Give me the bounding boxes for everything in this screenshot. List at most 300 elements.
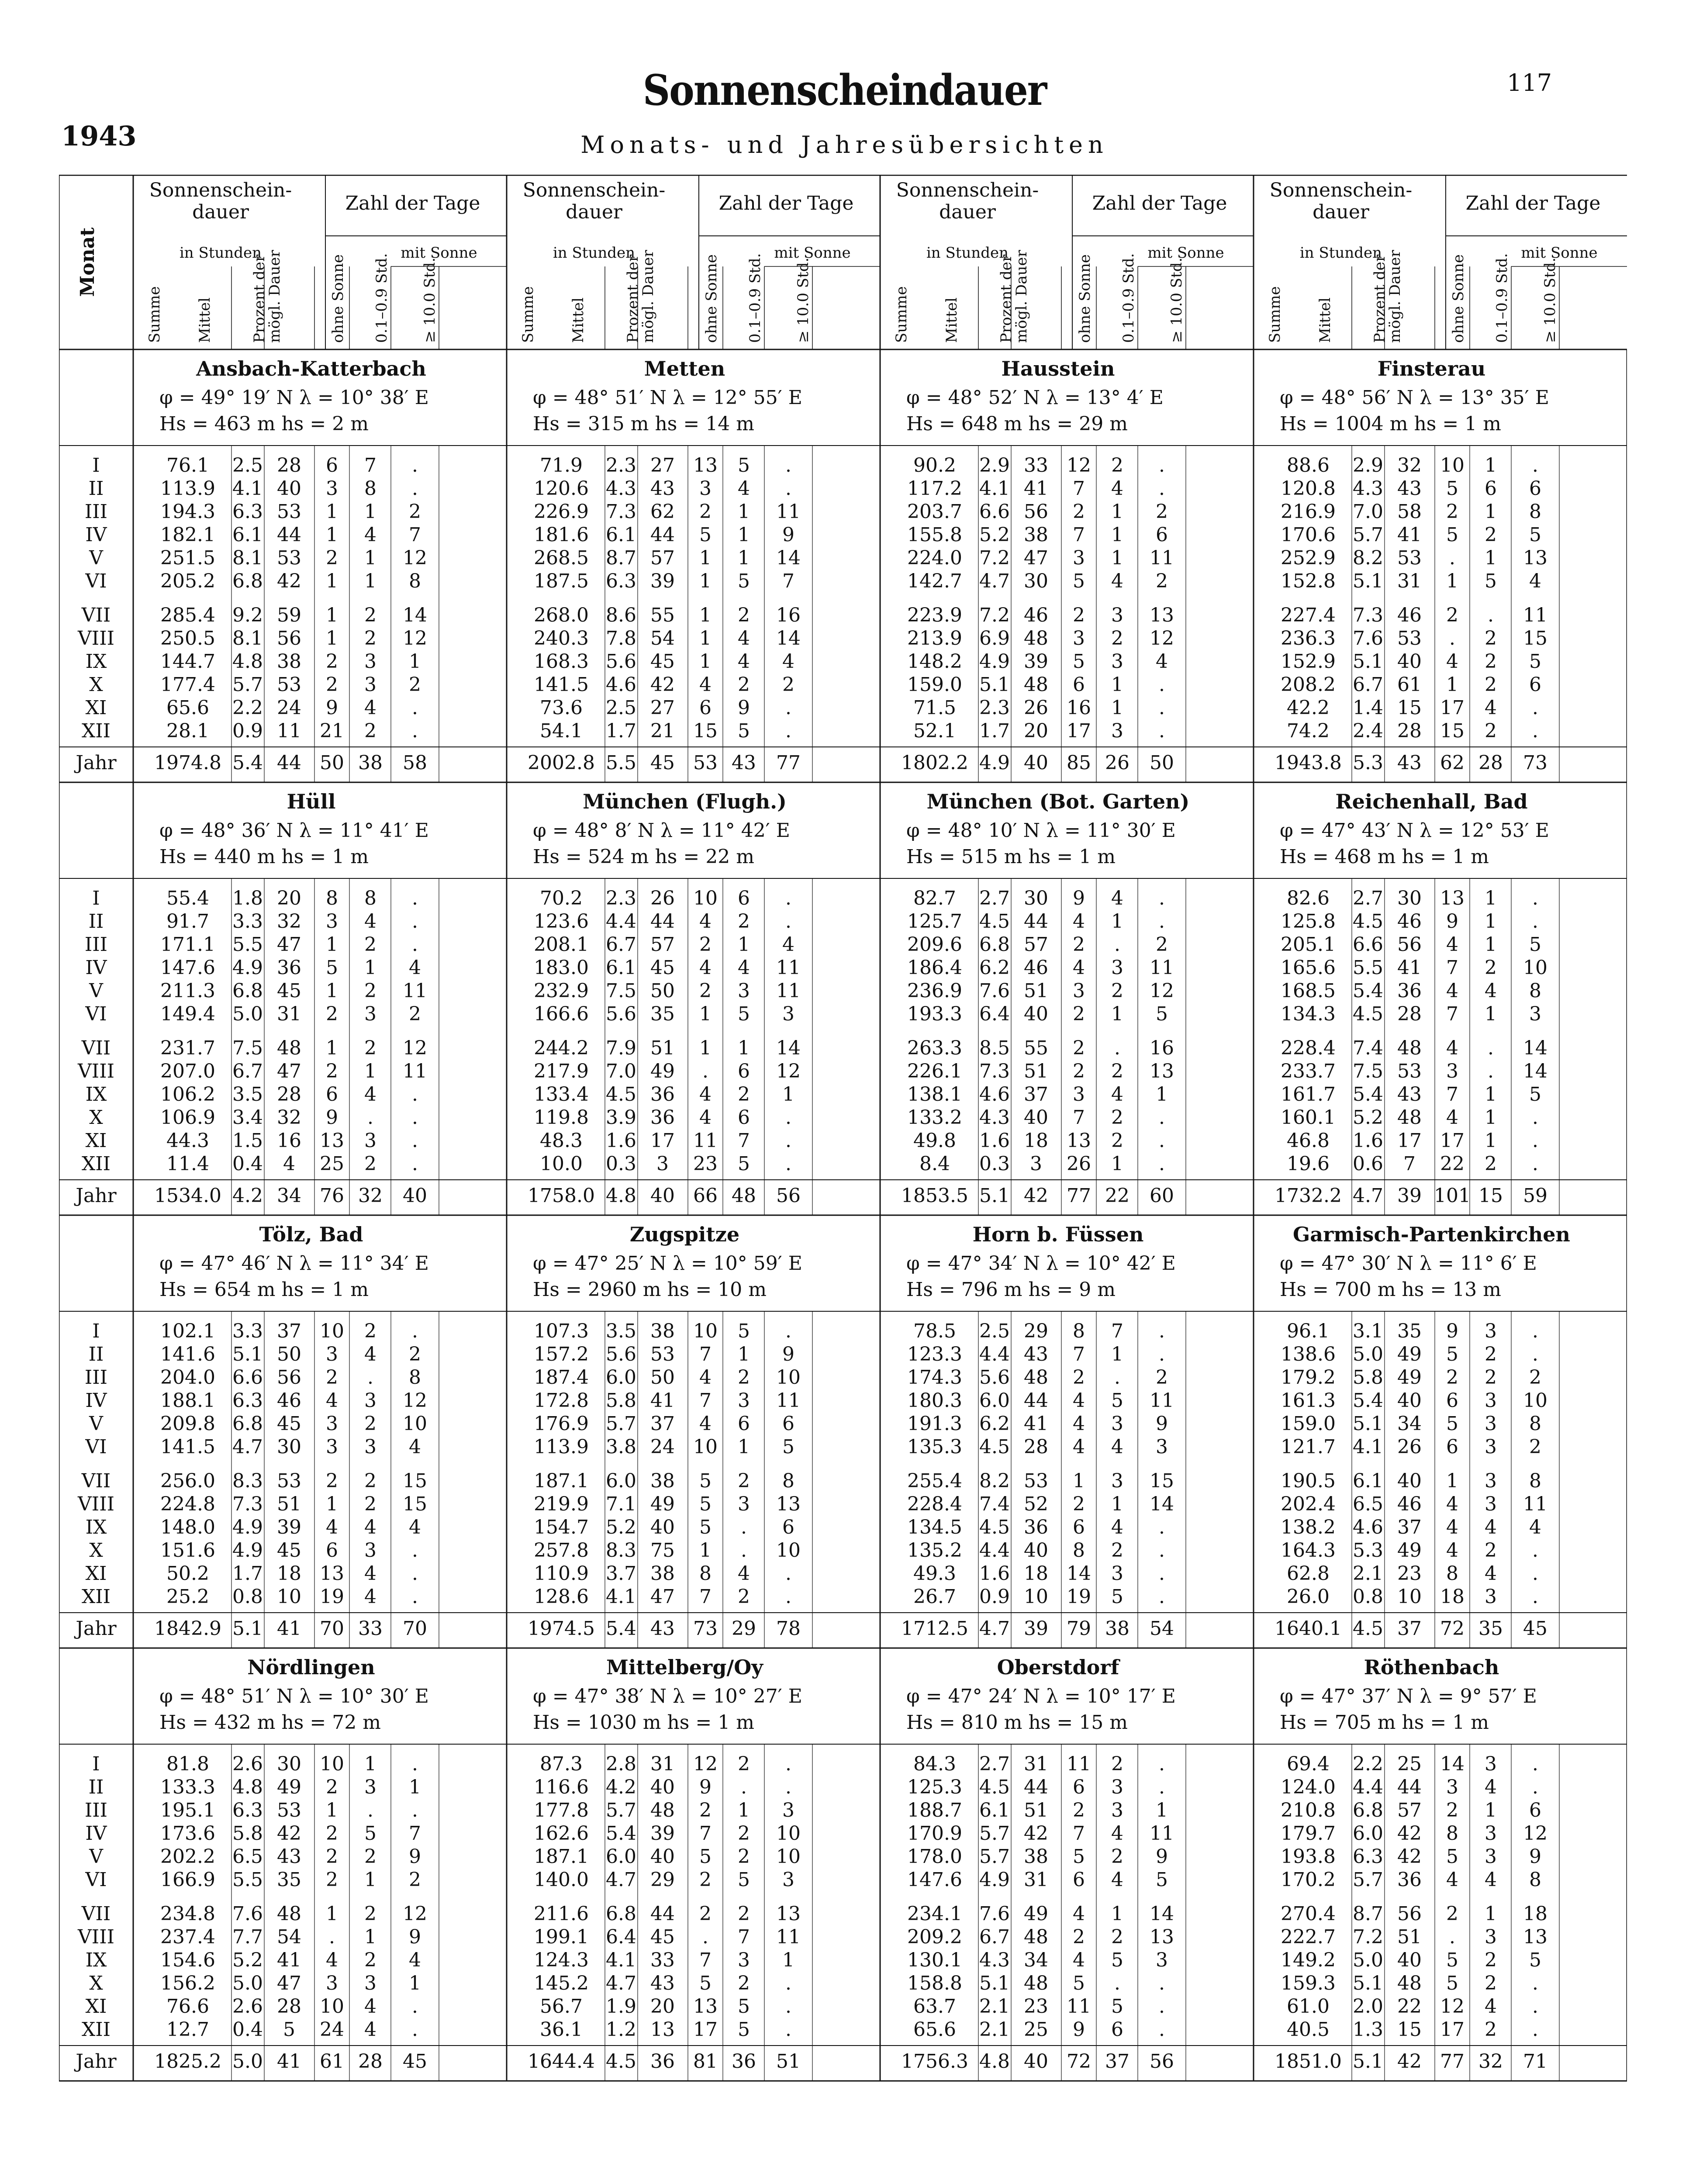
- table-cell: .: [1532, 1153, 1538, 1175]
- table-cell: 3: [364, 1436, 376, 1458]
- table-cell: .: [741, 1539, 747, 1562]
- table-cell: .: [702, 1926, 708, 1948]
- table-cell: 1: [699, 627, 712, 650]
- table-cell: 4.6: [606, 674, 636, 696]
- no-sun-label: ohne Sonne: [1076, 254, 1094, 343]
- table-cell: 17: [1440, 2018, 1464, 2041]
- table-cell: 2: [326, 674, 338, 696]
- month-label: IV: [85, 524, 107, 546]
- table-cell: 4.1: [979, 477, 1010, 500]
- table-cell: 2.1: [979, 1995, 1010, 2018]
- table-cell: 70: [403, 1617, 427, 1640]
- table-cell: 31: [1024, 1869, 1048, 1891]
- table-cell: 1756.3: [901, 2050, 968, 2073]
- table-cell: 78: [776, 1617, 801, 1640]
- month-label: VII: [81, 1903, 111, 1925]
- table-cell: 14: [403, 604, 427, 626]
- table-cell: 8: [364, 887, 376, 909]
- table-cell: 10: [776, 1366, 801, 1389]
- table-cell: 47: [1024, 547, 1048, 569]
- table-cell: .: [785, 454, 791, 477]
- month-label: VI: [85, 1003, 107, 1025]
- table-cell: 26.7: [913, 1586, 956, 1608]
- table-cell: 0.6: [1353, 1153, 1383, 1175]
- month-label: III: [84, 501, 108, 523]
- table-cell: 1: [738, 933, 750, 956]
- table-cell: 8.7: [606, 547, 636, 569]
- table-cell: 5.5: [232, 1869, 263, 1891]
- table-cell: 211.3: [160, 980, 215, 1002]
- table-cell: 40: [1397, 1949, 1422, 1971]
- table-cell: 7.4: [1353, 1037, 1383, 1059]
- table-cell: 3: [1111, 1470, 1123, 1492]
- table-cell: 7: [1073, 1343, 1085, 1365]
- table-cell: 120.6: [534, 477, 589, 500]
- table-cell: 5.7: [606, 1413, 636, 1435]
- table-cell: 44: [1024, 1776, 1048, 1798]
- month-label: V: [89, 1845, 103, 1868]
- table-cell: 50: [320, 752, 344, 774]
- table-cell: 48: [1397, 1106, 1422, 1129]
- table-cell: 6: [1073, 1869, 1085, 1891]
- table-cell: 5: [738, 1003, 750, 1025]
- table-cell: 1: [326, 627, 338, 650]
- table-cell: 5: [364, 1822, 376, 1845]
- table-cell: 181.6: [534, 524, 589, 546]
- table-cell: 16: [1150, 1037, 1174, 1059]
- table-cell: 199.1: [534, 1926, 589, 1948]
- table-cell: 6: [326, 1539, 338, 1562]
- table-cell: 6.7: [606, 933, 636, 956]
- table-cell: 2: [738, 1972, 750, 1994]
- table-cell: 2: [699, 1903, 712, 1925]
- table-cell: 270.4: [1281, 1903, 1336, 1925]
- station-name: Mittelberg/Oy: [606, 1655, 763, 1679]
- table-cell: 47: [650, 1586, 675, 1608]
- table-cell: 157.2: [534, 1343, 589, 1365]
- table-cell: 1: [326, 570, 338, 592]
- table-cell: 2: [1111, 1845, 1123, 1868]
- station-name: Zugspitze: [629, 1223, 740, 1246]
- table-cell: 6.4: [606, 1926, 636, 1948]
- table-cell: 188.7: [907, 1799, 962, 1821]
- table-cell: 1: [738, 1799, 750, 1821]
- sun-duration-label: dauer: [939, 201, 996, 223]
- table-cell: 5.4: [606, 1822, 636, 1845]
- table-cell: 4.9: [232, 957, 263, 979]
- table-cell: 8.3: [606, 1539, 636, 1562]
- table-cell: 13: [693, 1995, 718, 2018]
- table-cell: 4.2: [606, 1776, 636, 1798]
- table-cell: 0.3: [979, 1153, 1010, 1175]
- table-cell: 4: [1111, 1822, 1123, 1845]
- table-cell: 226.9: [534, 501, 589, 523]
- table-cell: 71: [1523, 2050, 1547, 2073]
- table-cell: 7.9: [606, 1037, 636, 1059]
- table-cell: 5.1: [1353, 1413, 1383, 1435]
- table-cell: 2: [1485, 674, 1497, 696]
- table-cell: 47: [277, 1060, 301, 1082]
- table-cell: 48: [1024, 1972, 1048, 1994]
- table-cell: 15: [1440, 720, 1464, 742]
- table-cell: 2: [364, 1320, 376, 1342]
- table-cell: 4: [364, 1083, 376, 1106]
- month-label: IX: [85, 1083, 107, 1106]
- table-cell: .: [412, 1753, 418, 1775]
- hours-10-label: ≥ 10.0 Std.: [421, 257, 439, 343]
- table-cell: 5.2: [1353, 1106, 1383, 1129]
- table-cell: 46: [1024, 604, 1048, 626]
- with-sun-label: mit Sonne: [1147, 244, 1224, 262]
- hours-10-label: ≥ 10.0 Std.: [794, 257, 812, 343]
- table-cell: 65.6: [913, 2018, 956, 2041]
- table-cell: 1: [738, 1343, 750, 1365]
- table-cell: .: [412, 1995, 418, 2018]
- table-cell: 177.4: [160, 674, 215, 696]
- table-cell: 2.0: [1353, 1995, 1383, 2018]
- table-cell: 39: [277, 1516, 301, 1538]
- table-cell: 2: [1529, 1436, 1541, 1458]
- table-cell: 3: [364, 650, 376, 673]
- table-cell: 12: [1523, 1822, 1547, 1845]
- table-cell: .: [785, 1586, 791, 1608]
- table-cell: 77: [776, 752, 801, 774]
- table-cell: 144.7: [160, 650, 215, 673]
- table-cell: .: [412, 1586, 418, 1608]
- table-cell: 47: [277, 933, 301, 956]
- table-cell: 7: [1073, 524, 1085, 546]
- table-cell: 1: [1156, 1799, 1168, 1821]
- table-cell: 2: [1073, 1799, 1085, 1821]
- table-cell: 202.4: [1281, 1493, 1336, 1515]
- table-cell: 1758.0: [528, 1185, 595, 1207]
- table-cell: 8: [699, 1562, 712, 1585]
- table-cell: 2: [1111, 1106, 1123, 1129]
- month-label: X: [89, 1539, 103, 1562]
- table-cell: 4: [1485, 1869, 1497, 1891]
- table-cell: 6: [1446, 1389, 1458, 1412]
- table-cell: 187.1: [534, 1470, 589, 1492]
- table-cell: 41: [650, 1389, 675, 1412]
- table-cell: 135.2: [907, 1539, 962, 1562]
- table-cell: 8.7: [1353, 1903, 1383, 1925]
- table-cell: 12: [1150, 980, 1174, 1002]
- table-cell: 9: [326, 1106, 338, 1129]
- table-cell: 4: [699, 1083, 712, 1106]
- table-cell: 11: [776, 501, 801, 523]
- table-cell: 3: [1111, 1776, 1123, 1798]
- table-cell: 48: [277, 1903, 301, 1925]
- table-cell: 210.8: [1281, 1799, 1336, 1821]
- table-cell: 2: [1111, 1753, 1123, 1775]
- table-cell: 8.6: [606, 604, 636, 626]
- table-cell: 40.5: [1287, 2018, 1330, 2041]
- table-cell: 62: [650, 501, 675, 523]
- table-cell: 176.9: [534, 1413, 589, 1435]
- month-label: V: [89, 547, 103, 569]
- table-cell: 14: [1067, 1562, 1091, 1585]
- table-cell: 151.6: [160, 1539, 215, 1562]
- table-cell: 11: [693, 1130, 718, 1152]
- table-cell: 43: [1397, 1083, 1422, 1106]
- table-cell: 11: [1067, 1995, 1091, 2018]
- table-cell: 44: [650, 1903, 675, 1925]
- table-cell: 141.5: [160, 1436, 215, 1458]
- table-cell: 71.5: [913, 697, 956, 719]
- station-elevation: Hs = 1004 m hs = 1 m: [1280, 413, 1501, 435]
- table-cell: 2: [326, 1366, 338, 1389]
- table-cell: 34: [277, 1185, 301, 1207]
- table-cell: 59: [1523, 1185, 1547, 1207]
- table-cell: .: [785, 910, 791, 933]
- table-cell: 44: [650, 910, 675, 933]
- table-cell: 285.4: [160, 604, 215, 626]
- table-cell: 2: [1485, 957, 1497, 979]
- table-cell: 40: [403, 1185, 427, 1207]
- table-cell: 2: [1073, 501, 1085, 523]
- table-cell: 13: [650, 2018, 675, 2041]
- table-cell: 49: [1397, 1539, 1422, 1562]
- table-cell: 84.3: [913, 1753, 956, 1775]
- table-cell: 8: [1529, 501, 1541, 523]
- station-coordinates: φ = 48° 10′ N λ = 11° 30′ E: [906, 819, 1176, 842]
- month-label: II: [88, 477, 104, 500]
- table-cell: 8: [326, 887, 338, 909]
- table-cell: .: [1532, 1320, 1538, 1342]
- table-cell: 4: [1446, 1516, 1458, 1538]
- table-cell: 1: [738, 524, 750, 546]
- station-coordinates: φ = 48° 56′ N λ = 13° 35′ E: [1280, 387, 1549, 409]
- table-cell: 23: [693, 1153, 718, 1175]
- table-cell: 2: [1446, 604, 1458, 626]
- table-cell: .: [1159, 1562, 1165, 1585]
- table-cell: 48: [1024, 1366, 1048, 1389]
- table-cell: .: [412, 1153, 418, 1175]
- table-cell: 54: [277, 1926, 301, 1948]
- table-cell: 4.5: [1353, 1617, 1383, 1640]
- table-cell: 43: [1397, 752, 1422, 774]
- table-cell: 53: [277, 674, 301, 696]
- table-cell: 7.0: [606, 1060, 636, 1082]
- table-cell: 40: [1024, 1003, 1048, 1025]
- table-cell: 81.8: [166, 1753, 209, 1775]
- table-cell: 56: [1397, 1903, 1422, 1925]
- table-cell: 3: [326, 1413, 338, 1435]
- table-cell: 179.7: [1281, 1822, 1336, 1845]
- table-cell: 76: [320, 1185, 344, 1207]
- table-cell: 3.8: [606, 1436, 636, 1458]
- table-cell: 232.9: [534, 980, 589, 1002]
- table-cell: 24: [320, 2018, 344, 2041]
- table-cell: 149.2: [1281, 1949, 1336, 1971]
- table-cell: 10: [693, 1436, 718, 1458]
- table-cell: 203.7: [907, 501, 962, 523]
- table-cell: 133.4: [534, 1083, 589, 1106]
- percent-label: mögl. Dauer: [639, 250, 657, 343]
- table-cell: 124.3: [534, 1949, 589, 1971]
- table-cell: 4: [1073, 1903, 1085, 1925]
- table-cell: 7.1: [606, 1493, 636, 1515]
- table-cell: 9: [1446, 1320, 1458, 1342]
- table-cell: 187.5: [534, 570, 589, 592]
- month-label: II: [88, 1343, 104, 1365]
- table-cell: 65.6: [166, 697, 209, 719]
- table-cell: 1: [738, 1037, 750, 1059]
- table-cell: 3: [1111, 604, 1123, 626]
- table-cell: 3: [1485, 1586, 1497, 1608]
- station-coordinates: φ = 47° 25′ N λ = 10° 59′ E: [533, 1252, 802, 1275]
- month-label: VIII: [78, 627, 114, 650]
- table-cell: 224.8: [160, 1493, 215, 1515]
- table-cell: 2: [1073, 1926, 1085, 1948]
- sum-label: Summe: [519, 286, 537, 343]
- table-cell: 164.3: [1281, 1539, 1336, 1562]
- table-cell: 228.4: [907, 1493, 962, 1515]
- table-cell: 2.4: [1353, 720, 1383, 742]
- table-cell: 1: [326, 604, 338, 626]
- table-cell: 4: [1156, 650, 1168, 673]
- station-elevation: Hs = 654 m hs = 1 m: [159, 1279, 369, 1301]
- table-cell: 42: [1397, 2050, 1422, 2073]
- table-cell: 7.6: [979, 980, 1010, 1002]
- table-cell: 36.1: [540, 2018, 583, 2041]
- station-coordinates: φ = 48° 8′ N λ = 11° 42′ E: [533, 819, 790, 842]
- table-cell: 133.2: [907, 1106, 962, 1129]
- table-cell: 9: [738, 697, 750, 719]
- table-cell: 5: [738, 1869, 750, 1891]
- table-cell: 5.0: [232, 2050, 263, 2073]
- table-cell: 2: [738, 1586, 750, 1608]
- table-cell: 2: [1485, 720, 1497, 742]
- table-cell: 4: [364, 524, 376, 546]
- table-cell: 120.8: [1281, 477, 1336, 500]
- table-cell: 3: [364, 1539, 376, 1562]
- table-cell: 50: [277, 1343, 301, 1365]
- station-name: Tölz, Bad: [259, 1223, 363, 1246]
- table-cell: 91.7: [166, 910, 209, 933]
- table-cell: 6.3: [606, 570, 636, 592]
- table-cell: 50: [650, 1366, 675, 1389]
- station-coordinates: φ = 47° 38′ N λ = 10° 27′ E: [533, 1685, 802, 1707]
- table-cell: 1: [1485, 1799, 1497, 1821]
- table-cell: 2: [738, 1753, 750, 1775]
- table-cell: 2: [1485, 2018, 1497, 2041]
- table-cell: 0.8: [232, 1586, 263, 1608]
- table-cell: 158.8: [907, 1972, 962, 1994]
- table-cell: 37: [650, 1413, 675, 1435]
- table-cell: 155.8: [907, 524, 962, 546]
- table-cell: 43: [1024, 1343, 1048, 1365]
- table-cell: 14: [776, 627, 801, 650]
- table-cell: 125.8: [1281, 910, 1336, 933]
- table-cell: 10: [1440, 454, 1464, 477]
- table-cell: 1: [738, 1436, 750, 1458]
- table-cell: 25.2: [166, 1586, 209, 1608]
- table-cell: 2: [1485, 1343, 1497, 1365]
- table-cell: 6: [326, 1083, 338, 1106]
- table-cell: 140.0: [534, 1869, 589, 1891]
- table-cell: 3: [1156, 1949, 1168, 1971]
- table-cell: 62: [1440, 752, 1464, 774]
- table-cell: 183.0: [534, 957, 589, 979]
- table-cell: 234.8: [160, 1903, 215, 1925]
- table-cell: 24: [650, 1436, 675, 1458]
- table-cell: 4.3: [1353, 477, 1383, 500]
- table-cell: 173.6: [160, 1822, 215, 1845]
- table-cell: 4: [1485, 1776, 1497, 1798]
- table-cell: 1.3: [1353, 2018, 1383, 2041]
- hours-01-label: 0.1–0.9 Std.: [746, 253, 764, 343]
- table-cell: 79: [1067, 1617, 1091, 1640]
- table-cell: 6.1: [606, 957, 636, 979]
- table-cell: 6.4: [979, 1003, 1010, 1025]
- table-cell: 123.6: [534, 910, 589, 933]
- table-cell: .: [785, 720, 791, 742]
- table-cell: 5.3: [1353, 752, 1383, 774]
- table-cell: 40: [1397, 1470, 1422, 1492]
- table-cell: 6: [1485, 477, 1497, 500]
- table-cell: 53: [650, 1343, 675, 1365]
- table-cell: 45: [277, 980, 301, 1002]
- table-cell: 123.3: [907, 1343, 962, 1365]
- hours-01-label: 0.1–0.9 Std.: [1493, 253, 1511, 343]
- table-cell: 193.8: [1281, 1845, 1336, 1868]
- table-cell: .: [1159, 887, 1165, 909]
- table-cell: 58: [403, 752, 427, 774]
- table-cell: 1974.5: [528, 1617, 595, 1640]
- table-cell: 4: [1485, 1562, 1497, 1585]
- table-cell: 3: [1485, 1845, 1497, 1868]
- table-cell: 1.6: [979, 1562, 1010, 1585]
- table-cell: 25: [1397, 1753, 1422, 1775]
- month-label: I: [92, 887, 100, 909]
- table-cell: 53: [1024, 1470, 1048, 1492]
- table-cell: 1: [1111, 910, 1123, 933]
- table-cell: .: [412, 477, 418, 500]
- table-cell: 23: [1397, 1562, 1422, 1585]
- table-cell: 5.1: [979, 1972, 1010, 1994]
- table-cell: .: [1159, 910, 1165, 933]
- table-cell: 6: [1073, 674, 1085, 696]
- table-cell: 9: [1529, 1845, 1541, 1868]
- table-cell: 116.6: [534, 1776, 589, 1798]
- month-label: I: [92, 1753, 100, 1775]
- table-cell: 2.5: [232, 454, 263, 477]
- table-cell: 11: [776, 1389, 801, 1412]
- table-cell: .: [1488, 1037, 1494, 1059]
- table-cell: 14: [1150, 1493, 1174, 1515]
- table-cell: 1: [1485, 887, 1497, 909]
- table-cell: 3.5: [606, 1320, 636, 1342]
- table-cell: 7.2: [1353, 1926, 1383, 1948]
- table-cell: 49: [650, 1493, 675, 1515]
- table-cell: 1: [699, 1003, 712, 1025]
- table-cell: 187.1: [534, 1845, 589, 1868]
- table-cell: 39: [1397, 1185, 1422, 1207]
- table-cell: 40: [650, 1516, 675, 1538]
- table-cell: 4.9: [232, 1516, 263, 1538]
- table-cell: 2: [1073, 604, 1085, 626]
- table-cell: 73: [693, 1617, 718, 1640]
- table-cell: 4.7: [979, 1617, 1010, 1640]
- table-cell: 30: [277, 1753, 301, 1775]
- month-label: III: [84, 1366, 108, 1389]
- table-cell: 7.4: [979, 1493, 1010, 1515]
- table-cell: 3: [656, 1153, 669, 1175]
- table-cell: 3: [738, 1949, 750, 1971]
- in-hours-label: in Stunden: [926, 244, 1009, 262]
- table-cell: 54: [1150, 1617, 1174, 1640]
